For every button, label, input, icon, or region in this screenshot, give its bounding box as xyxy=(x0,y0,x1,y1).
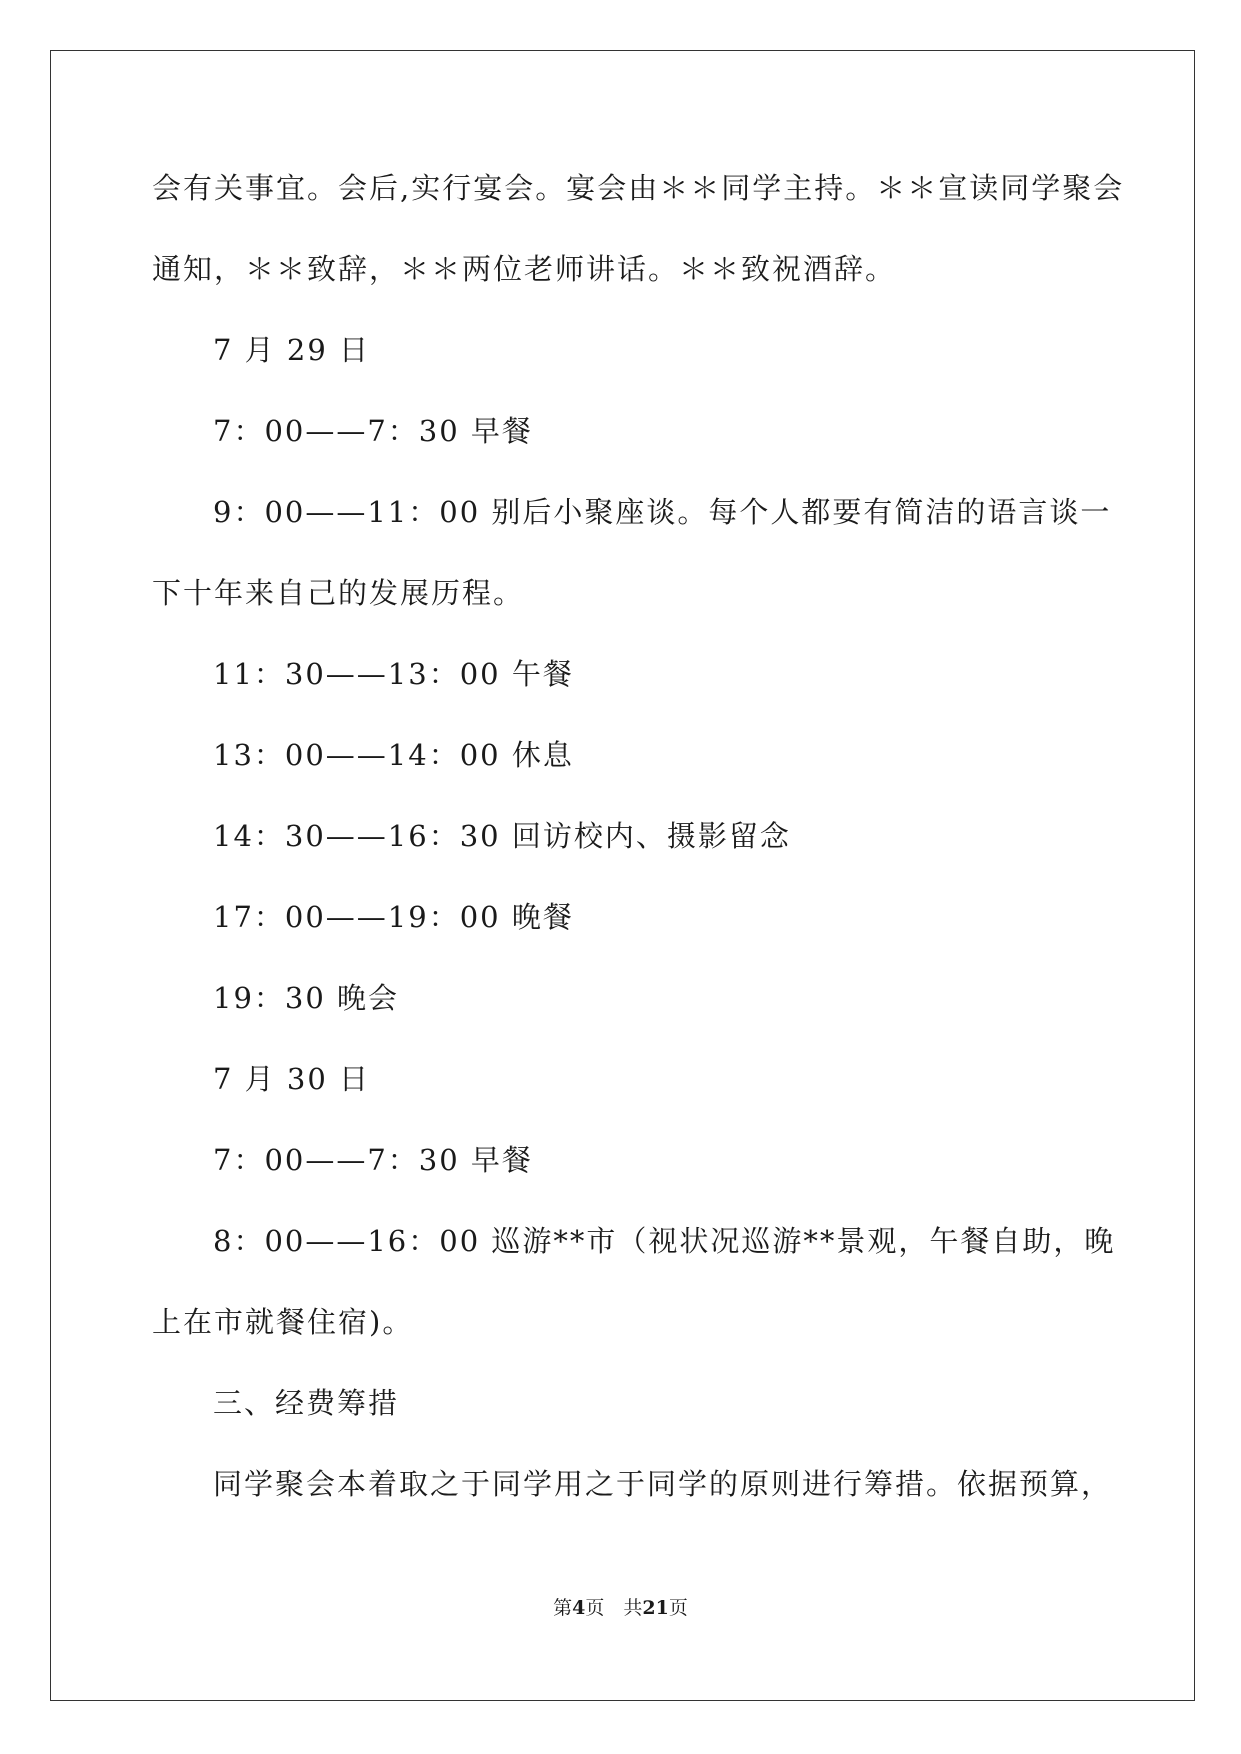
schedule-item: 7：00——7：30 早餐 xyxy=(213,414,533,448)
schedule-item: 7：00——7：30 早餐 xyxy=(213,1143,533,1177)
schedule-item: 13：00——14：00 休息 xyxy=(213,738,574,772)
paragraph-line: 会有关事宜。会后,实行宴会。宴会由＊＊同学主持。＊＊宣读同学聚会 xyxy=(152,171,1125,205)
paragraph-line: 下十年来自己的发展历程。 xyxy=(152,576,525,610)
date-heading: 7 月 29 日 xyxy=(213,333,371,367)
total-pages-number: 21 xyxy=(642,1597,669,1619)
schedule-item: 11：30——13：00 午餐 xyxy=(213,657,574,691)
schedule-item: 8：00——16：00 巡游**市（视状况巡游**景观，午餐自助，晚 xyxy=(213,1224,1116,1258)
current-page-number: 4 xyxy=(572,1597,586,1619)
schedule-item: 19：30 晚会 xyxy=(213,981,400,1015)
date-heading: 7 月 30 日 xyxy=(213,1062,371,1096)
schedule-item: 17：00——19：00 晚餐 xyxy=(213,900,574,934)
paragraph-line: 上在市就餐住宿)。 xyxy=(152,1305,414,1339)
footer-middle: 页 共 xyxy=(585,1597,643,1619)
paragraph-line: 通知，＊＊致辞，＊＊两位老师讲话。＊＊致祝酒辞。 xyxy=(152,252,897,286)
paragraph-line: 同学聚会本着取之于同学用之于同学的原则进行筹措。依据预算， xyxy=(213,1467,1113,1501)
page-footer xyxy=(0,1593,1241,1620)
footer-prefix: 第 xyxy=(553,1597,573,1619)
schedule-item: 14：30——16：30 回访校内、摄影留念 xyxy=(213,819,791,853)
schedule-item: 9：00——11：00 别后小聚座谈。每个人都要有简洁的语言谈一 xyxy=(213,495,1112,529)
footer-suffix: 页 xyxy=(668,1597,688,1619)
section-heading: 三、经费筹措 xyxy=(213,1386,400,1420)
page-frame xyxy=(50,50,1195,1701)
